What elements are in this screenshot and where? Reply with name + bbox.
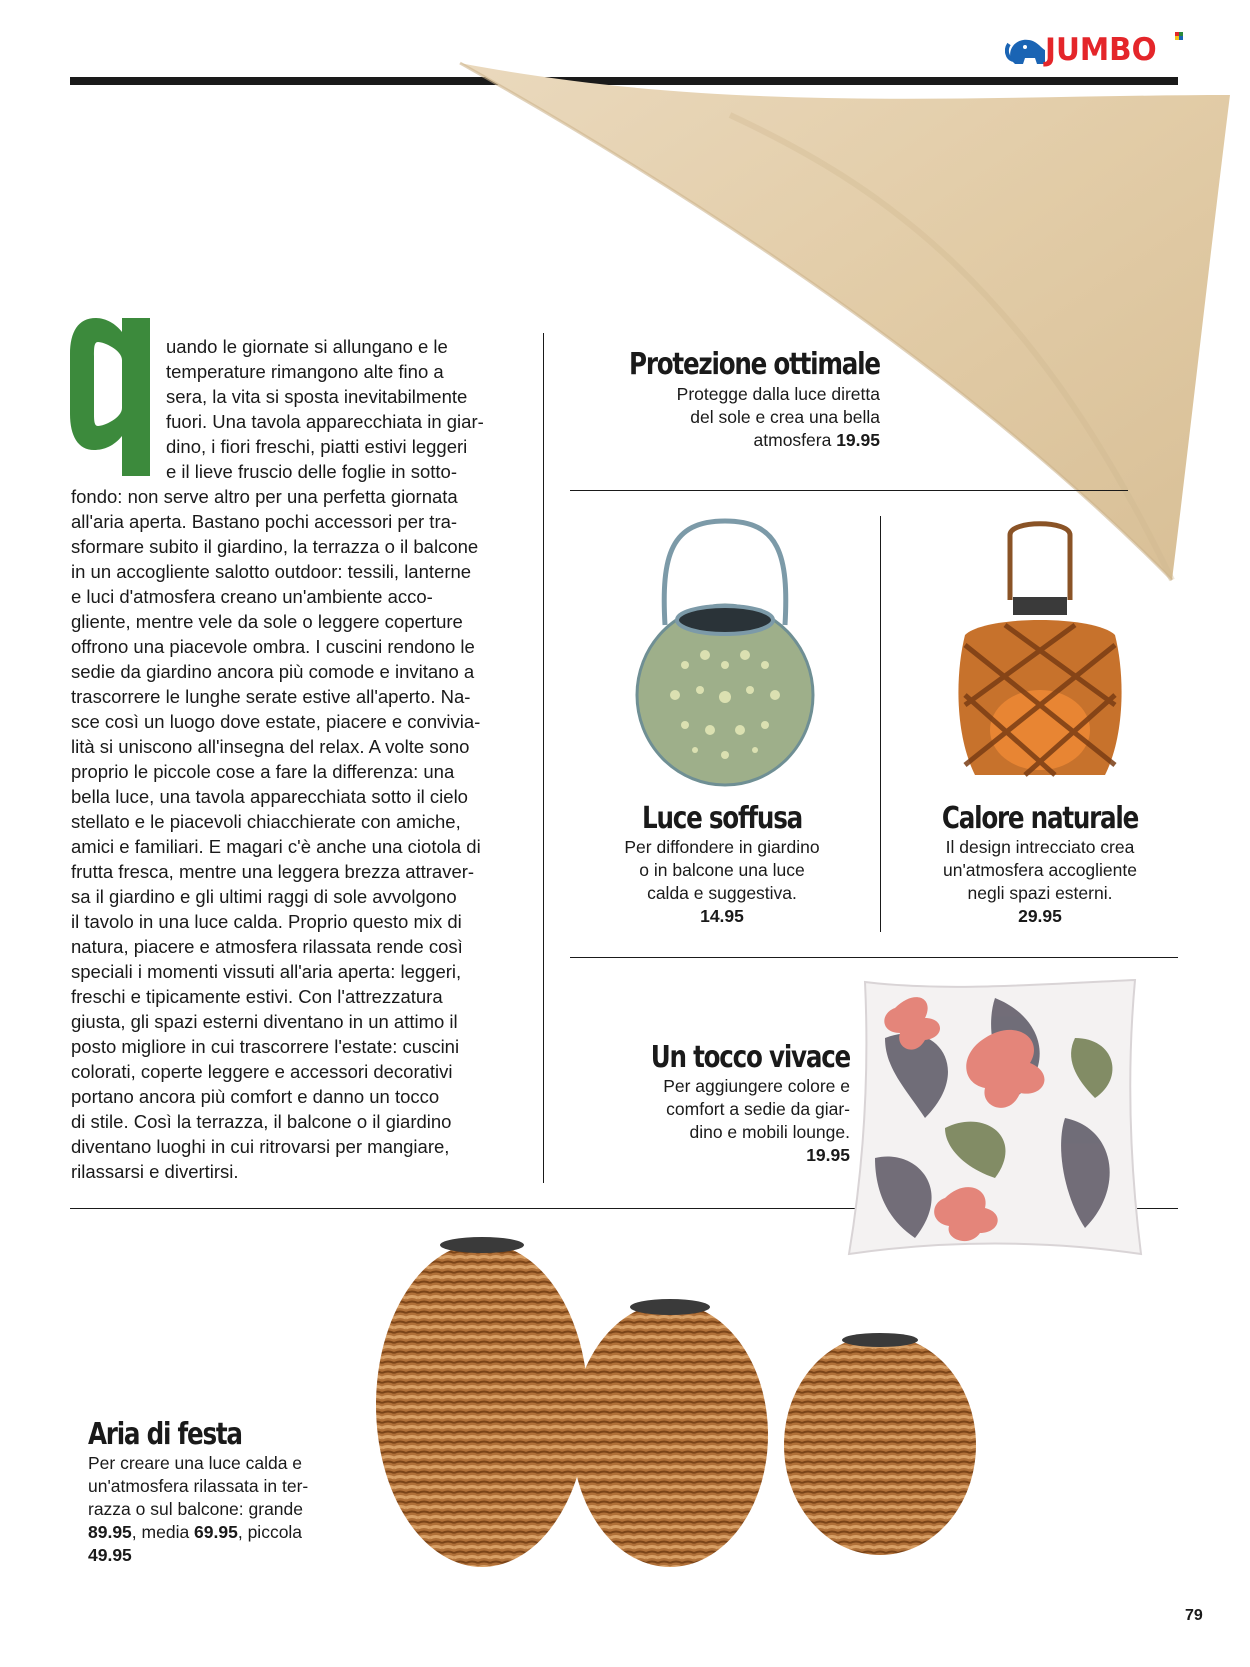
intro-line: posto migliore in cui trascorrere l'estate: cuscini — [71, 1036, 460, 1057]
intro-line: stellato e le piacevoli chiacchierate con amiche, — [71, 811, 461, 832]
intro-line: sa il giardino e gli ultimi raggi di sole avvolgono — [71, 886, 457, 907]
wicker-separator: , media — [131, 1522, 195, 1542]
intro-line: uando le giornate si allungano e le — [166, 336, 448, 357]
cushion-desc-line: dino e mobili lounge. — [689, 1122, 850, 1142]
intro-line: offrono una piacevole ombra. I cuscini rendono le — [71, 636, 475, 657]
intro-line: natura, piacere e atmosfera rilassata rende così — [71, 936, 463, 957]
intro-line: amici e familiari. E magari c'è anche una ciotola di — [71, 836, 481, 857]
intro-line: speciali i momenti vissuti all'aria aperta: leggeri, — [71, 961, 462, 982]
metal-lantern-desc-line: calda e suggestiva. — [647, 883, 797, 903]
metal-lantern-title: Luce soffusa — [642, 801, 802, 836]
intro-line: all'aria aperta. Bastano pochi accessori per tra- — [71, 511, 458, 532]
wicker-lanterns-title: Aria di festa — [88, 1417, 242, 1452]
wood-lantern-desc-line: un'atmosfera accogliente — [942, 860, 1137, 880]
intro-line: temperature rimangono alte fino a — [166, 361, 444, 382]
intro-line: sformare subito il giardino, la terrazza o il balcone — [71, 536, 479, 557]
intro-line: gliente, mentre vele da sole o leggere coperture — [71, 611, 463, 632]
wood-lantern-title: Calore naturale — [941, 801, 1139, 836]
intro-line: in un accogliente salotto outdoor: tessili, lanterne — [71, 561, 472, 582]
intro-line: lità si uniscono all'insegna del relax. A volte sono — [71, 736, 470, 757]
cushion-desc-line: Per aggiungere colore e — [663, 1076, 850, 1096]
floral-cushion-image — [845, 978, 1145, 1258]
wicker-price-medium: 69.95 — [194, 1522, 238, 1542]
intro-line: e luci d'atmosfera creano un'ambiente acco- — [71, 586, 433, 607]
intro-line: bella luce, una tavola apparecchiata sotto il cielo — [71, 786, 468, 807]
wicker-desc-line: razza o sul balcone: grande — [88, 1499, 303, 1519]
intro-line: proprio le piccole cose a fare la differenza: una — [71, 761, 455, 782]
wood-lantern-desc-line: negli spazi esterni. — [967, 883, 1113, 903]
wicker-lanterns-image — [370, 1225, 1040, 1570]
intro-line: il tavolo in una luce calda. Proprio questo mix di — [71, 911, 462, 932]
cushion-price: 19.95 — [806, 1145, 850, 1165]
sail-title: Protezione ottimale — [629, 347, 880, 382]
intro-line: e il lieve fruscio delle foglie in sotto- — [166, 461, 458, 482]
sail-desc-line: del sole e crea una bella — [690, 407, 880, 427]
metal-lantern-price: 14.95 — [700, 906, 744, 926]
intro-line: di stile. Così la terrazza, il balcone o il giardino — [71, 1111, 452, 1132]
intro-line: sera, la vita si sposta inevitabilmente — [166, 386, 468, 407]
intro-line: giusta, gli spazi esterni diventano in un attimo il — [71, 1011, 458, 1032]
intro-line: sedie da giardino ancora più comode e invitano a — [71, 661, 475, 682]
sail-desc-line: Protegge dalla luce diretta — [676, 384, 880, 404]
wicker-lanterns-description — [88, 1452, 388, 1567]
wood-lantern-price: 29.95 — [1018, 906, 1062, 926]
wicker-desc-line: Per creare una luce calda e — [88, 1453, 303, 1473]
intro-line: colorati, coperte leggere e accessori decorativi — [71, 1061, 453, 1082]
wicker-desc-line: un'atmosfera rilassata in ter- — [88, 1476, 309, 1496]
section-rule — [570, 957, 1178, 958]
intro-line: rilassarsi e divertirsi. — [71, 1161, 239, 1182]
metal-lantern-desc-line: o in balcone una luce — [639, 860, 805, 880]
sail-desc-line: atmosfera — [753, 430, 837, 450]
section-rule — [570, 490, 1128, 491]
wood-lantern-description — [890, 836, 1190, 928]
intro-line: portano ancora più comfort e danno un tocco — [71, 1086, 440, 1107]
page-number: 79 — [1185, 1607, 1203, 1624]
sail-description — [560, 383, 880, 452]
metal-lantern-image — [625, 515, 825, 795]
shade-sail-image — [430, 55, 1250, 585]
metal-lantern-desc-line: Per diffondere in giardino — [624, 837, 820, 857]
intro-line: diventano luoghi in cui ritrovarsi per mangiare, — [71, 1136, 450, 1157]
wicker-price-small: 49.95 — [88, 1545, 132, 1565]
brand-logo-text: JUMBO — [1045, 32, 1157, 68]
wicker-price-large: 89.95 — [88, 1522, 132, 1542]
intro-line: dino, i fiori freschi, piatti estivi leggeri — [166, 436, 468, 457]
cushion-title: Un tocco vivace — [650, 1040, 850, 1075]
column-divider — [543, 333, 544, 1183]
wood-lantern-desc-line: Il design intrecciato crea — [945, 837, 1135, 857]
intro-line: fondo: non serve altro per una perfetta giornata — [71, 486, 458, 507]
sail-price: 19.95 — [836, 430, 880, 450]
intro-line: trascorrere le lunghe serate estive all'aperto. Na- — [71, 686, 471, 707]
intro-line: freschi e tipicamente estivi. Con l'attrezzatura — [71, 986, 443, 1007]
wood-lantern-image — [945, 515, 1135, 795]
intro-line: frutta fresca, mentre una leggera brezza attraver- — [71, 861, 475, 882]
cushion-desc-line: comfort a sedie da giar- — [666, 1099, 850, 1119]
drop-cap-q — [70, 318, 162, 476]
metal-lantern-description — [572, 836, 872, 928]
wicker-separator: , piccola — [237, 1522, 303, 1542]
intro-body-text — [71, 484, 541, 1184]
product-divider — [880, 516, 881, 932]
intro-line: fuori. Una tavola apparecchiata in giar- — [166, 411, 484, 432]
cushion-description — [550, 1075, 850, 1167]
intro-indented-text — [166, 334, 546, 484]
intro-line: sce così un luogo dove estate, piacere e convivia- — [71, 711, 481, 732]
